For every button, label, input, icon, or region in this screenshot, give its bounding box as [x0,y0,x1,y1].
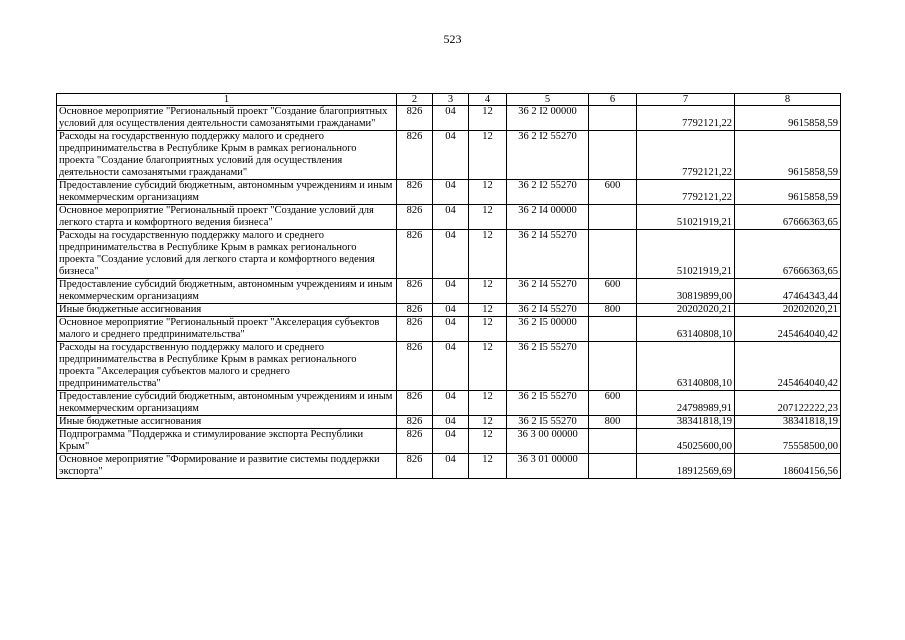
subsection-code-cell: 12 [469,205,507,230]
amount-year-2-cell: 67666363,65 [735,230,841,279]
ministry-code-cell: 826 [397,180,433,205]
table-row [57,429,841,454]
expense-type-cell [589,106,637,131]
amount-year-1-cell: 30819899,00 [637,279,735,304]
subsection-code-cell: 12 [469,304,507,317]
section-code-cell: 04 [433,416,469,429]
subsection-code-cell: 12 [469,454,507,479]
row-name-cell: Подпрограмма "Поддержка и стимулирование экспорта Республики Крым" [57,429,397,454]
table-row [57,131,841,180]
amount-year-1-cell: 20202020,21 [637,304,735,317]
amount-year-2-cell: 9615858,59 [735,180,841,205]
section-code-cell: 04 [433,279,469,304]
row-name-cell: Основное мероприятие "Региональный проект "Создание условий для легкого старта и комфортного ведения бизнеса" [57,205,397,230]
amount-year-2-cell: 47464343,44 [735,279,841,304]
table-row [57,279,841,304]
target-article-cell: 36 2 I5 55270 [507,391,589,416]
amount-year-1-cell: 7792121,22 [637,131,735,180]
target-article-cell: 36 2 I5 55270 [507,416,589,429]
column-header-row [57,94,841,106]
column-header: 5 [507,94,589,106]
row-name-cell: Расходы на государственную поддержку малого и среднего предпринимательства в Республике Крым в рамках регионального проекта "Акселерация субъектов малого и среднего предпринимательства" [57,342,397,391]
column-header: 2 [397,94,433,106]
table-row [57,391,841,416]
expense-type-cell: 800 [589,416,637,429]
amount-year-2-cell: 245464040,42 [735,342,841,391]
amount-year-1-cell: 18912569,69 [637,454,735,479]
amount-year-1-cell: 51021919,21 [637,230,735,279]
section-code-cell: 04 [433,205,469,230]
ministry-code-cell: 826 [397,279,433,304]
amount-year-2-cell: 20202020,21 [735,304,841,317]
expense-type-cell [589,230,637,279]
row-name-cell: Основное мероприятие "Региональный проект "Акселерация субъектов малого и среднего предпринимательства" [57,317,397,342]
subsection-code-cell: 12 [469,416,507,429]
row-name-cell: Предоставление субсидий бюджетным, автономным учреждениям и иным некоммерческим организациям [57,279,397,304]
section-code-cell: 04 [433,131,469,180]
amount-year-2-cell: 9615858,59 [735,106,841,131]
subsection-code-cell: 12 [469,317,507,342]
table-row [57,230,841,279]
column-header: 1 [57,94,397,106]
table-row [57,416,841,429]
section-code-cell: 04 [433,454,469,479]
amount-year-1-cell: 7792121,22 [637,180,735,205]
table-row [57,317,841,342]
ministry-code-cell: 826 [397,391,433,416]
amount-year-1-cell: 24798989,91 [637,391,735,416]
section-code-cell: 04 [433,317,469,342]
column-header: 8 [735,94,841,106]
subsection-code-cell: 12 [469,342,507,391]
subsection-code-cell: 12 [469,230,507,279]
expense-type-cell [589,429,637,454]
column-header: 3 [433,94,469,106]
expense-type-cell: 600 [589,279,637,304]
ministry-code-cell: 826 [397,131,433,180]
row-name-cell: Расходы на государственную поддержку малого и среднего предпринимательства в Республике Крым в рамках регионального проекта "Создание условий для легкого старта и комфортного ведения бизнеса" [57,230,397,279]
target-article-cell: 36 3 01 00000 [507,454,589,479]
subsection-code-cell: 12 [469,391,507,416]
amount-year-1-cell: 38341818,19 [637,416,735,429]
target-article-cell: 36 2 I4 55270 [507,279,589,304]
ministry-code-cell: 826 [397,416,433,429]
amount-year-2-cell: 245464040,42 [735,317,841,342]
row-name-cell: Предоставление субсидий бюджетным, автономным учреждениям и иным некоммерческим организациям [57,180,397,205]
row-name-cell: Предоставление субсидий бюджетным, автономным учреждениям и иным некоммерческим организациям [57,391,397,416]
section-code-cell: 04 [433,106,469,131]
ministry-code-cell: 826 [397,454,433,479]
target-article-cell: 36 3 00 00000 [507,429,589,454]
budget-table [56,93,841,479]
subsection-code-cell: 12 [469,429,507,454]
target-article-cell: 36 2 I4 55270 [507,304,589,317]
ministry-code-cell: 826 [397,106,433,131]
subsection-code-cell: 12 [469,279,507,304]
amount-year-2-cell: 9615858,59 [735,131,841,180]
target-article-cell: 36 2 I2 00000 [507,106,589,131]
expense-type-cell [589,317,637,342]
section-code-cell: 04 [433,180,469,205]
row-name-cell: Иные бюджетные ассигнования [57,304,397,317]
ministry-code-cell: 826 [397,342,433,391]
column-header: 4 [469,94,507,106]
table-row [57,106,841,131]
subsection-code-cell: 12 [469,131,507,180]
expense-type-cell: 600 [589,180,637,205]
target-article-cell: 36 2 I2 55270 [507,180,589,205]
amount-year-1-cell: 63140808,10 [637,317,735,342]
table-row [57,205,841,230]
column-header: 7 [637,94,735,106]
expense-type-cell: 600 [589,391,637,416]
column-header: 6 [589,94,637,106]
section-code-cell: 04 [433,429,469,454]
target-article-cell: 36 2 I2 55270 [507,131,589,180]
amount-year-2-cell: 75558500,00 [735,429,841,454]
row-name-cell: Расходы на государственную поддержку малого и среднего предпринимательства в Республике Крым в рамках регионального проекта "Создание благоприятных условий для осуществления деятельности самозанятыми гражданами" [57,131,397,180]
table-row [57,342,841,391]
expense-type-cell [589,205,637,230]
table-row [57,304,841,317]
section-code-cell: 04 [433,391,469,416]
expense-type-cell [589,342,637,391]
amount-year-1-cell: 63140808,10 [637,342,735,391]
target-article-cell: 36 2 I5 55270 [507,342,589,391]
ministry-code-cell: 826 [397,230,433,279]
subsection-code-cell: 12 [469,180,507,205]
amount-year-2-cell: 38341818,19 [735,416,841,429]
row-name-cell: Основное мероприятие "Региональный проект "Создание благоприятных условий для осуществления деятельности самозанятыми гражданами" [57,106,397,131]
ministry-code-cell: 826 [397,317,433,342]
subsection-code-cell: 12 [469,106,507,131]
amount-year-1-cell: 7792121,22 [637,106,735,131]
row-name-cell: Иные бюджетные ассигнования [57,416,397,429]
page-number: 523 [443,32,462,46]
row-name-cell: Основное мероприятие "Формирование и развитие системы поддержки экспорта" [57,454,397,479]
amount-year-1-cell: 51021919,21 [637,205,735,230]
expense-type-cell: 800 [589,304,637,317]
amount-year-2-cell: 18604156,56 [735,454,841,479]
table-row [57,454,841,479]
ministry-code-cell: 826 [397,429,433,454]
table-row [57,180,841,205]
section-code-cell: 04 [433,230,469,279]
amount-year-2-cell: 67666363,65 [735,205,841,230]
expense-type-cell [589,454,637,479]
section-code-cell: 04 [433,304,469,317]
ministry-code-cell: 826 [397,304,433,317]
section-code-cell: 04 [433,342,469,391]
target-article-cell: 36 2 I5 00000 [507,317,589,342]
expense-type-cell [589,131,637,180]
target-article-cell: 36 2 I4 00000 [507,205,589,230]
amount-year-2-cell: 207122222,23 [735,391,841,416]
target-article-cell: 36 2 I4 55270 [507,230,589,279]
amount-year-1-cell: 45025600,00 [637,429,735,454]
ministry-code-cell: 826 [397,205,433,230]
